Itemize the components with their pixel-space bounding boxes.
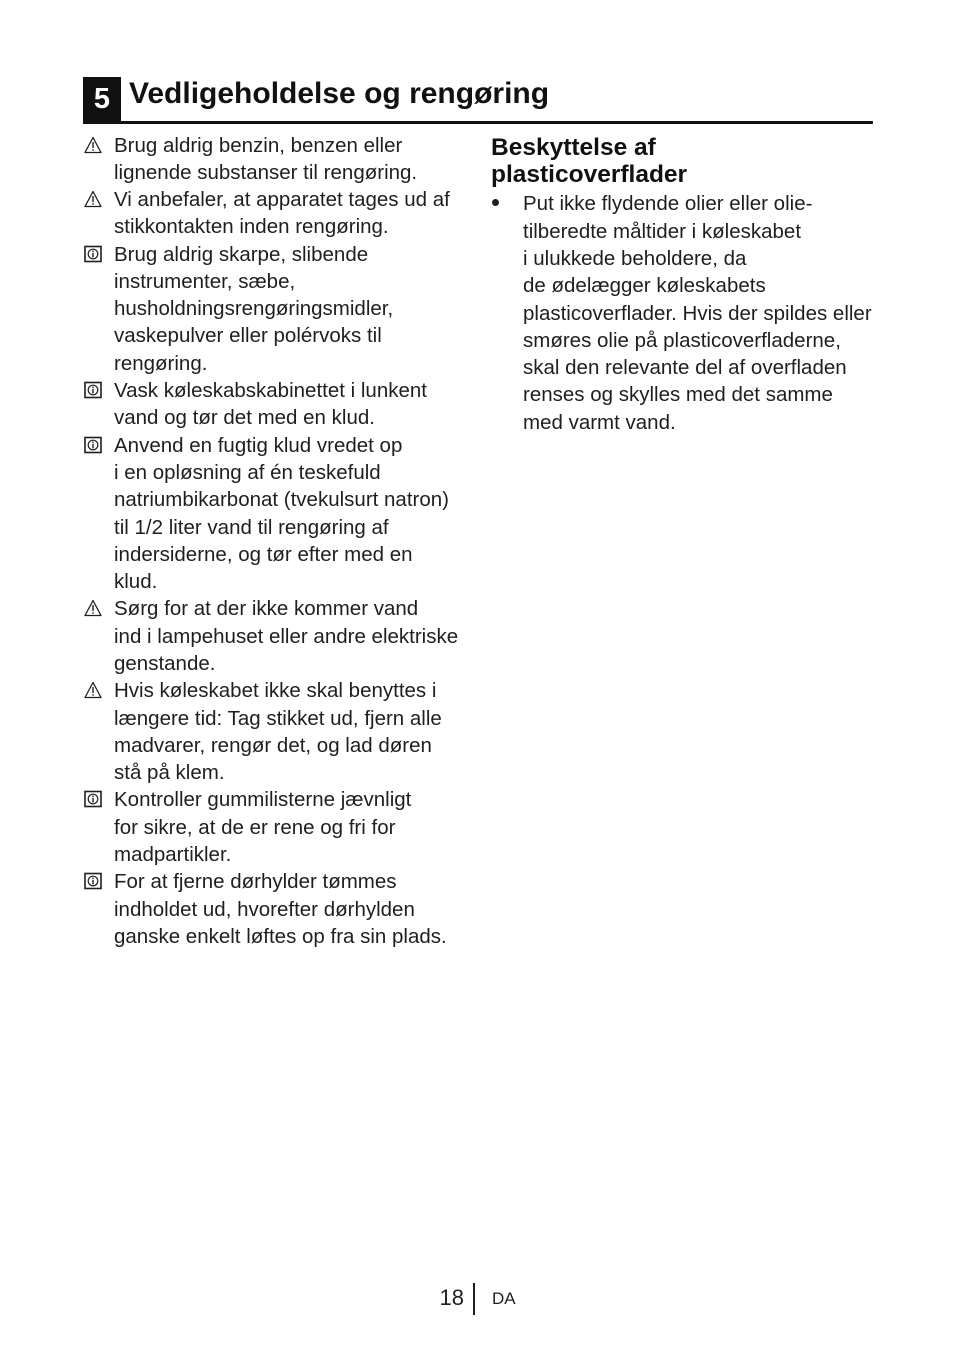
left-item-line: i en opløsning af én teskefuld	[114, 461, 381, 484]
chapter-title: Vedligeholdelse og rengøring	[129, 77, 550, 110]
left-item-line: Vask køleskabskabinettet i lunkent	[114, 379, 427, 402]
left-item-line: stikkontakten inden rengøring.	[114, 215, 389, 238]
warning-triangle-icon	[84, 136, 102, 154]
left-item-line: indholdet ud, hvorefter dørhylden	[114, 898, 415, 921]
left-item-line: til 1/2 liter vand til rengøring af	[114, 516, 389, 539]
left-item-line: Brug aldrig benzin, benzen eller	[114, 134, 403, 157]
bullet-line: plasticoverflader. Hvis der spildes eller	[523, 302, 872, 325]
warning-triangle-icon	[84, 599, 102, 617]
info-box-icon	[84, 790, 102, 808]
left-item-line: Anvend en fugtig klud vredet op	[114, 434, 403, 457]
left-item-line: Vi anbefaler, at apparatet tages ud af	[114, 188, 450, 211]
left-item-line: genstande.	[114, 652, 216, 675]
info-box-icon	[84, 245, 102, 263]
bullet-line: tilberedte måltider i køleskabet	[523, 220, 802, 243]
info-box-icon	[84, 872, 102, 890]
bullet-line: Put ikke flydende olier eller olie-	[523, 192, 813, 215]
left-item-line: Brug aldrig skarpe, slibende	[114, 243, 369, 266]
left-item-line: vaskepulver eller polérvoks til	[114, 324, 382, 347]
page-number: 18	[439, 1285, 464, 1310]
left-item-line: stå på klem.	[114, 761, 225, 784]
bullet-line: i ulukkede beholdere, da	[523, 247, 747, 270]
left-item-line: madpartikler.	[114, 843, 232, 866]
warning-triangle-icon	[84, 681, 102, 699]
left-item-line: natriumbikarbonat (tvekulsurt natron)	[114, 488, 449, 511]
left-item-line: vand og tør det med en klud.	[114, 406, 375, 429]
left-item-line: længere tid: Tag stikket ud, fjern alle	[114, 707, 442, 730]
left-item-line: Sørg for at der ikke kommer vand	[114, 597, 419, 620]
left-item-line: lignende substanser til rengøring.	[114, 161, 418, 184]
left-item-line: Kontroller gummilisterne jævnligt	[114, 788, 412, 811]
bullet-line: med varmt vand.	[523, 411, 676, 434]
left-item-line: klud.	[114, 570, 158, 593]
chapter-rule	[83, 121, 873, 124]
section-heading	[491, 134, 687, 188]
bullet-line: smøres olie på plasticoverfladerne,	[523, 329, 841, 352]
bullet-line: renses og skylles med det samme	[523, 383, 833, 406]
bullet-dot	[492, 199, 499, 206]
left-item-line: rengøring.	[114, 352, 208, 375]
left-item-line: For at fjerne dørhylder tømmes	[114, 870, 397, 893]
info-box-icon	[84, 436, 102, 454]
chapter-number: 5	[93, 82, 111, 115]
warning-triangle-icon	[84, 190, 102, 208]
left-item-line: ind i lampehuset eller andre elektriske	[114, 625, 459, 648]
section-heading-line: plasticoverflader	[491, 161, 688, 188]
left-item-line: Hvis køleskabet ikke skal benyttes i	[114, 679, 437, 702]
info-box-icon	[84, 381, 102, 399]
left-item-line: ganske enkelt løftes op fra sin plads.	[114, 925, 447, 948]
left-item-line: husholdningsrengøringsmidler,	[114, 297, 394, 320]
bullet-line: de ødelægger køleskabets	[523, 274, 766, 297]
language-code: DA	[492, 1289, 516, 1308]
section-heading-line: Beskyttelse af	[491, 134, 656, 161]
bullet-line: skal den relevante del af overfladen	[523, 356, 847, 379]
left-item-line: instrumenter, sæbe,	[114, 270, 296, 293]
left-item-line: indersiderne, og tør efter med en	[114, 543, 413, 566]
left-item-line: for sikre, at de er rene og fri for	[114, 816, 396, 839]
chapter-number-badge	[83, 77, 121, 121]
footer-divider	[473, 1283, 475, 1315]
left-item-line: madvarer, rengør det, og lad døren	[114, 734, 432, 757]
